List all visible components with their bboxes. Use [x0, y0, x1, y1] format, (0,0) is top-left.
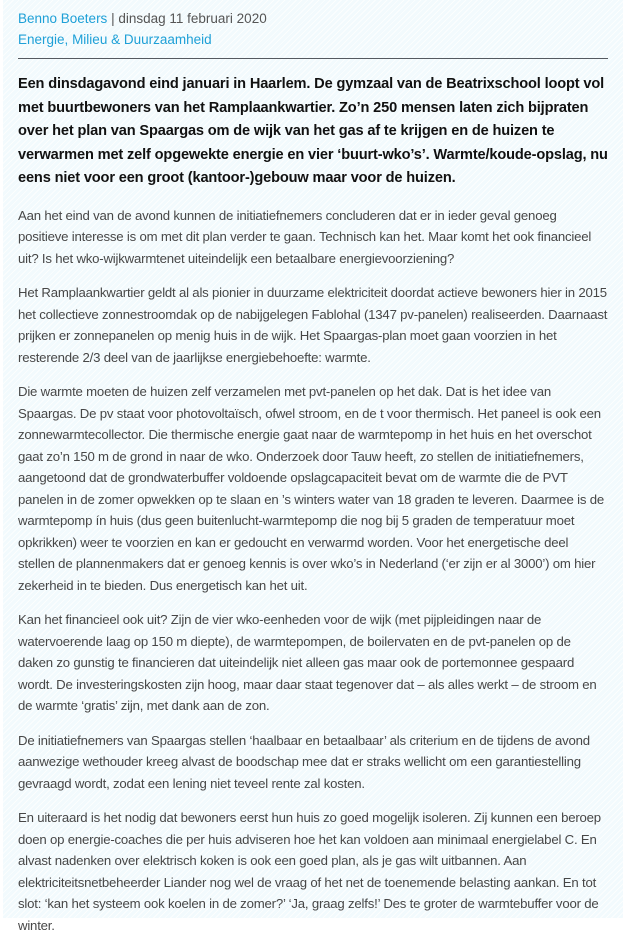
article-paragraph: De initiatiefnemers van Spaargas stellen ‘haalbaar en betaalbaar’ als criterium en de tijdens de avond aanwezige wethouder kreeg alvast de boodschap mee dat er straks wellicht om een garantiestelling gevraagd wordt, zodat een lening niet teveel rente zal kosten. — [18, 732, 590, 791]
byline — [18, 8, 608, 29]
category-link-milieu[interactable]: Milieu & Duurzaamheid — [72, 32, 212, 47]
byline-separator: | — [111, 11, 119, 26]
category-list — [18, 29, 608, 50]
article-paragraph: Kan het financieel ook uit? Zijn de vier wko-eenheden voor de wijk (met pijpleidingen naar de watervoerende laag op 150 m diepte), de warmtepompen, de boilervaten en de pvt-panelen op de daken zo gunstig te financieren dat uiteindelijk niet alleen gas maar ook de portemonnee gespaard wordt. De investeringskosten zijn hoog, maar daar staat tegenover dat – als alles werkt – de stroom en de warmte ‘gratis’ zijn, met dank aan de zon. — [18, 612, 597, 714]
article-intro: Een dinsdagavond eind januari in Haarlem. De gymzaal van de Beatrixschool loopt vol met buurtbewoners van het Ramplaankwartier. Zo’n 250 mensen laten zich bijpraten over het plan van Spaargas om de wijk van het gas af te krijgen en de huizen te verwarmen met zelf opgewekte energie en vier ‘buurt-wko’s’. Warmte/koude-opslag, nu eens niet voor een groot (kantoor-)gebouw maar voor de huizen. — [18, 76, 608, 187]
author-link[interactable]: Benno Boeters — [18, 11, 108, 26]
article-paragraph: Aan het eind van de avond kunnen de initiatiefnemers concluderen dat er in ieder geval genoeg positieve interesse is om met dit plan verder te gaan. Technisch kan het. Maar komt het ook financieel uit? Is het wko-wijkwarmtenet uiteindelijk een betaalbare energievoorziening? — [18, 207, 592, 266]
category-link-energie[interactable]: Energie — [18, 32, 65, 47]
article-container — [3, 0, 623, 933]
article-paragraph: Het Ramplaankwartier geldt al als pionier in duurzame elektriciteit doordat actieve bewoners hier in 2015 het collectieve zonnestroomdak op de nabijgelegen Fablohal (1347 pv-panelen) realiseerden. Daarnaast prijken er zonnepanelen op menig huis in de wijk. Het Spaargas-plan moet gaan voorzien in het resterende 2/3 deel van de jaarlijkse energiebehoefte: warmte. — [18, 285, 608, 365]
article-paragraph: Die warmte moeten de huizen zelf verzamelen met pvt-panelen op het dak. Dat is het idee van Spaargas. De pv staat voor photovoltaïsch, ofwel stroom, en de t voor thermisch. Het paneel is ook een zonnewarmtecollector. Die thermische energie gaat naar de warmtepomp in het huis en het overschot gaat zo’n 150 m de grond in naar de wko. Onderzoek door Tauw heeft, zo stellen de initiatiefnemers, aangetoond dat de grondwaterbuffer voldoende opslagcapaciteit bevat om de warmte die de PVT panelen in de zomer opwekken op te slaan en ’s winters water van 18 graden te leveren. Daarmee is de warmtepomp ín huis (dus geen buitenlucht-warmtepomp die nog bij 5 graden de temperatuur moet opkrikken) weer te voorzien en kan er gedoucht en verwarmd worden. Voor het energetische deel stellen de plannenmakers dat er genoeg kennis is over wko’s in Nederland (‘er zijn er al 3000’) om hier zekerheid in te bieden. Dus energetisch kan het uit. — [18, 384, 605, 593]
category-separator: , — [64, 32, 73, 47]
header-divider — [18, 58, 608, 59]
publish-date: dinsdag 11 februari 2020 — [118, 11, 267, 26]
article-paragraph: En uiteraard is het nodig dat bewoners eerst hun huis zo goed mogelijk isoleren. Zij kunnen een beroep doen op energie-coaches die per huis adviseren hoe het kan voldoen aan minimaal energielabel C. En alvast nadenken over elektrisch koken is ook een goed plan, als je gas wilt uitbannen. Aan elektriciteitsnetbeheerder Liander nog wel de vraag of het net de toenemende belasting aankan. En tot slot: ‘kan het systeem ook koelen in de zomer?’ ‘Ja, graag zelfs!’ Des te groter de warmtebuffer voor de winter. — [18, 810, 601, 933]
